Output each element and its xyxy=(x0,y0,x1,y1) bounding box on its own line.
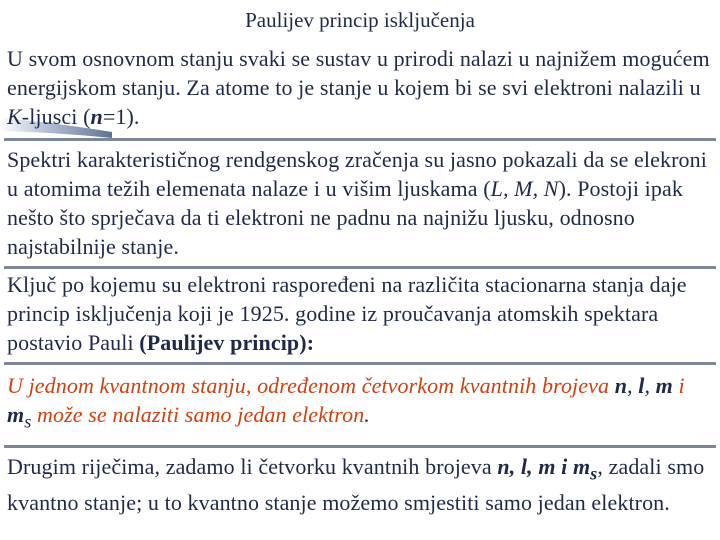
divider-line xyxy=(4,138,716,141)
paragraph-ground-state: U svom osnovnom stanju svaki se sustav u prirodi nalazi u najnižem mogućem energijskom stanju. Za atome to je stanje u kojem bi se svi elektroni nalazili u K-ljusci (n=1). xyxy=(7,46,710,129)
paragraph-pauli-intro: Ključ po kojemu su elektroni raspoređeni na različita stacionarna stanja daje princip isključenja koji je 1925. godine iz proučavanja atomskih spektara postavio Pauli (Paulijev princip): xyxy=(7,272,687,355)
paragraph-quantum-state: Drugim riječima, zadamo li četvorku kvantnih brojeva n, l, m i $m_s$, zadali smo kvantno stanje; u to kvantno stanje možemo smjestiti samo jedan elektron. xyxy=(7,454,705,516)
divider-line xyxy=(4,362,716,365)
divider-line xyxy=(4,445,716,448)
page-title: Paulijev princip isključenja xyxy=(245,8,475,32)
paragraph-pauli-principle: U jednom kvantnom stanju, određenom četvorkom kvantnih brojeva n, l, m i $m_s$ može se nalaziti samo jedan elektron. xyxy=(7,373,685,432)
divider-line xyxy=(4,266,716,269)
paragraph-xray-spectra: Spektri karakterističnog rendgenskog zračenja su jasno pokazali da se elekroni u atomima težih elemenata nalaze i u višim ljuskama (L, M, N). Postoji ipak nešto što sprječava da ti elektroni ne padnu na najnižu ljusku, odnosno najstabilnije stanje. xyxy=(7,147,707,259)
